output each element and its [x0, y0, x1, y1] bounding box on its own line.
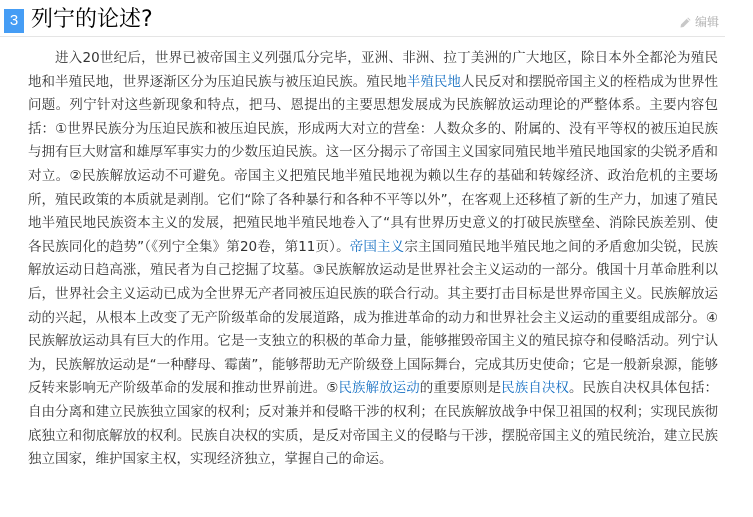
section-header [0, 0, 725, 37]
pencil-icon [679, 16, 692, 29]
paragraph-text: 宗主国同殖民地半殖民地之间的矛盾愈加尖锐，民族解放运动日趋高涨，殖民者为自己挖掘了坟墓。③民族解放运动是世界社会主义运动的一部分。俄国十月革命胜利以后，世界社会主义运动已成为全世界无产者同被压迫民族的联合行动。其主要打击目标是世界帝国主义。民族解放运动的兴起，从根本上改变了无产阶级革命的发展道路，成为推进革命的动力和世界社会主义运动的重要组成部分。④民族解放运动具有巨大的作用。它是一支独立的积极的革命力量，能够摧毁帝国主义的殖民掠夺和侵略活动。列宁认为，民族解放运动是“一种酵母、霉菌”，能够帮助无产阶级登上国际舞台，完成其历史使命；它是一般新泉源，能够反转来影响无产阶级革命的发展和推动世界前进。⑤ [28, 238, 719, 397]
edit-button[interactable] [679, 13, 719, 31]
section-paragraph [28, 47, 718, 472]
link-self-determination[interactable]: 民族自决权 [501, 380, 569, 397]
edit-label: 编辑 [694, 15, 719, 29]
paragraph-text: 的重要原则是 [419, 380, 502, 397]
paragraph-text: 人民反对和摆脱帝国主义的桎梏成为世界性问题。列宁针对这些新现象和特点，把马、恩提出的主要思想发展成为民族解放运动理论的严整体系。主要内容包括：①世界民族分为压迫民族和被压迫民族，形成两大对立的营垒：人数众多的、附属的、没有平等权的被压迫民族与拥有巨大财富和雄厚军事实力的少数压迫民族。这一区分揭示了帝国主义国家同殖民地半殖民地国家的尖锐矛盾和对立。②民族解放运动不可避免。帝国主义把殖民地半殖民地视为赖以生存的基础和转嫁经济、政治危机的主要场所，殖民政策的本质就是剥削。它们“除了各种暴行和各种不平等以外”，在客观上还移植了新的生产力，加速了殖民地半殖民地民族资本主义的发展，把殖民地半殖民地卷入了“具有世界历史意义的打破民族壁垒、消除民族差别、使各民族同化的趋势”（《列宁全集》第20卷，第11页）。 [28, 73, 719, 255]
link-semi-colony[interactable]: 半殖民地 [406, 73, 461, 90]
paragraph-text: 。民族自决权具体包括：自由分离和建立民族独立国家的权利；反对兼并和侵略干涉的权利；在民族解放战争中保卫祖国的权利；实现民族彻底独立和彻底解放的权利。民族自决权的实质，是反对帝国主义的侵略与干涉，摆脱帝国主义的殖民统治，建立民族独立国家，维护国家主权，实现经济独立，掌握自己的命运。 [28, 380, 719, 468]
link-imperialism[interactable]: 帝国主义 [349, 238, 405, 255]
section-number-badge: 3 [4, 9, 24, 33]
paragraph-text: 进入20世纪后，世界已被帝国主义列强瓜分完毕，亚洲、非洲、拉丁美洲的广大地区，除日本外全都沦为殖民地和半殖民地，世界逐渐区分为压迫民族与被压迫民族。殖民地 [28, 50, 718, 90]
link-national-liberation-movement[interactable]: 民族解放运动 [338, 380, 420, 397]
section-title: 列宁的论述? [31, 7, 153, 32]
